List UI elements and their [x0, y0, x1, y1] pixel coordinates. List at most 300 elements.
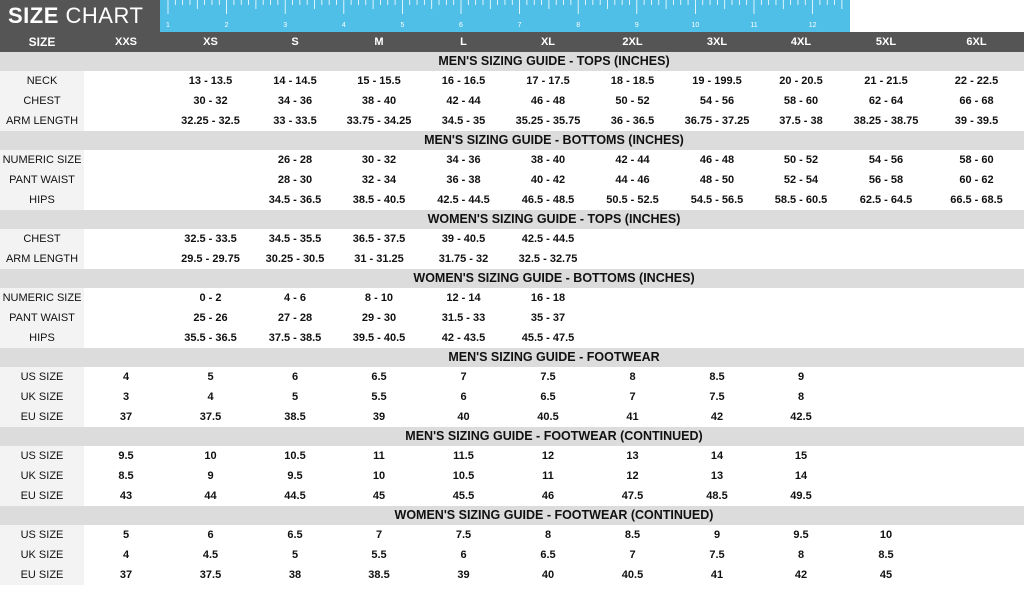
- table-cell: 10.5: [284, 450, 306, 462]
- table-cell: 8: [797, 549, 805, 561]
- table-cell: 52 - 54: [783, 174, 819, 186]
- table-cell: 35.5 - 36.5: [184, 332, 237, 344]
- table-row: [0, 565, 1024, 585]
- table-row: [0, 111, 1024, 131]
- table-cell: 6: [460, 391, 467, 403]
- table-cell: 28 - 30: [277, 174, 313, 186]
- table-cell: 32.5 - 33.5: [184, 233, 237, 245]
- table-cell: [84, 308, 168, 328]
- table-cell: 6: [207, 529, 214, 541]
- table-cell: [84, 190, 168, 210]
- size-header-row: [0, 32, 1024, 52]
- ruler-svg: [160, 0, 850, 32]
- table-cell: 58 - 60: [783, 95, 819, 107]
- table-cell: [929, 525, 1024, 545]
- table-cell: 27 - 28: [277, 312, 313, 324]
- row-label: EU SIZE: [20, 411, 64, 423]
- table-cell: [84, 111, 168, 131]
- table-cell: 44: [204, 490, 217, 502]
- table-cell: 32 - 34: [361, 174, 397, 186]
- row-label: PANT WAIST: [9, 174, 75, 186]
- row-label: US SIZE: [20, 371, 64, 383]
- table-cell: 32.5 - 32.75: [518, 253, 578, 265]
- ruler-mark-label: 3: [283, 22, 288, 29]
- table-cell: 11: [373, 450, 385, 462]
- table-cell: 14: [710, 450, 724, 462]
- table-cell: [929, 486, 1024, 506]
- table-cell: 44 - 46: [615, 174, 650, 186]
- size-table: [0, 52, 1024, 585]
- table-cell: 40.5: [537, 411, 559, 423]
- table-cell: [843, 229, 929, 249]
- table-cell: 40.5: [621, 569, 644, 581]
- ruler-mark-label: 2: [224, 22, 229, 29]
- section-title: WOMEN'S SIZING GUIDE - FOOTWEAR (CONTINUED): [394, 508, 714, 522]
- table-cell: [84, 249, 168, 269]
- table-cell: 42: [794, 569, 808, 581]
- table-row: [0, 71, 1024, 91]
- table-cell: 6.5: [371, 371, 387, 383]
- table-cell: [929, 565, 1024, 585]
- table-cell: 8.5: [878, 549, 894, 561]
- table-cell: 8: [629, 371, 636, 383]
- table-cell: 36 - 38: [446, 174, 481, 186]
- table-cell: 34.5 - 35: [441, 115, 486, 127]
- table-cell: [843, 446, 929, 466]
- table-cell: 46: [541, 490, 555, 502]
- table-cell: 22 - 22.5: [954, 75, 999, 87]
- table-cell: 14 - 14.5: [273, 75, 317, 87]
- ruler-mark-label: 1: [166, 22, 170, 29]
- table-cell: 33.75 - 34.25: [346, 115, 412, 127]
- table-cell: 42.5 - 44.5: [521, 233, 575, 245]
- row-label: HIPS: [29, 332, 55, 344]
- table-cell: 10: [372, 470, 386, 482]
- table-cell: 62.5 - 64.5: [859, 194, 913, 206]
- page-title-light: CHART: [65, 3, 144, 28]
- table-cell: 31 - 31.25: [354, 253, 404, 265]
- table-cell: 41: [710, 569, 724, 581]
- table-cell: [843, 367, 929, 387]
- table-cell: 8 - 10: [364, 292, 394, 304]
- ruler-mark-label: 7: [517, 22, 522, 29]
- table-cell: 4 - 6: [283, 292, 306, 304]
- table-cell: 7: [629, 391, 636, 403]
- table-cell: [590, 328, 675, 348]
- table-cell: 47.5: [621, 490, 644, 502]
- table-cell: [675, 229, 759, 249]
- table-cell: 5.5: [371, 391, 387, 403]
- table-cell: 21 - 21.5: [864, 75, 908, 87]
- table-cell: 60 - 62: [959, 174, 994, 186]
- page-title-bold: SIZE: [8, 3, 59, 28]
- table-cell: 13 - 13.5: [188, 75, 233, 87]
- table-cell: 3: [122, 391, 130, 403]
- table-cell: 40 - 42: [530, 174, 566, 186]
- table-cell: 12: [626, 470, 639, 482]
- table-cell: 9.5: [118, 450, 134, 462]
- table-cell: 42 - 44: [446, 95, 481, 107]
- table-cell: 38.25 - 38.75: [853, 115, 919, 127]
- table-cell: 9: [207, 470, 214, 482]
- table-cell: 8.5: [709, 371, 725, 383]
- table-cell: [929, 446, 1024, 466]
- ruler-mark-label: 5: [400, 22, 405, 29]
- table-row: [0, 387, 1024, 407]
- table-cell: 7.5: [709, 549, 725, 561]
- table-cell: [590, 229, 675, 249]
- table-cell: [675, 328, 759, 348]
- table-cell: 26 - 28: [277, 154, 313, 166]
- row-label: UK SIZE: [20, 470, 64, 482]
- table-cell: 66 - 68: [959, 95, 994, 107]
- table-cell: 15: [794, 450, 808, 462]
- table-cell: [929, 545, 1024, 565]
- banner: [0, 0, 1024, 32]
- table-cell: [84, 288, 168, 308]
- table-row: [0, 190, 1024, 210]
- table-cell: 4: [122, 549, 130, 561]
- table-cell: 31.75 - 32: [438, 253, 489, 265]
- table-cell: [843, 249, 929, 269]
- table-row: [0, 170, 1024, 190]
- table-cell: 34 - 36: [277, 95, 313, 107]
- section-title: MEN'S SIZING GUIDE - FOOTWEAR (CONTINUED): [405, 429, 703, 443]
- table-cell: [843, 387, 929, 407]
- section-header: [0, 52, 1024, 71]
- section-header: [0, 269, 1024, 288]
- section-header: [0, 210, 1024, 229]
- row-label: HIPS: [29, 194, 55, 206]
- table-cell: 29 - 30: [361, 312, 397, 324]
- table-cell: [843, 407, 929, 427]
- table-cell: 0 - 2: [199, 292, 222, 304]
- table-cell: 38.5: [368, 569, 390, 581]
- section-title: WOMEN'S SIZING GUIDE - TOPS (INCHES): [427, 212, 681, 226]
- table-cell: 10: [879, 529, 893, 541]
- table-row: [0, 545, 1024, 565]
- table-cell: 7: [629, 549, 636, 561]
- row-label: PANT WAIST: [9, 312, 75, 324]
- table-cell: 30.25 - 30.5: [265, 253, 325, 265]
- table-cell: 39 - 40.5: [441, 233, 486, 245]
- table-cell: [759, 249, 843, 269]
- table-cell: 8: [544, 529, 552, 541]
- table-cell: 37: [119, 569, 133, 581]
- table-cell: 46 - 48: [699, 154, 735, 166]
- table-cell: 20 - 20.5: [779, 75, 823, 87]
- table-cell: 42.5: [790, 411, 812, 423]
- table-cell: 39.5 - 40.5: [352, 332, 406, 344]
- row-label: EU SIZE: [20, 490, 64, 502]
- table-cell: 18 - 18.5: [610, 75, 655, 87]
- table-cell: [84, 229, 168, 249]
- table-cell: 38.5: [284, 411, 306, 423]
- row-label: UK SIZE: [20, 391, 64, 403]
- table-cell: 8.5: [118, 470, 134, 482]
- table-cell: 8: [797, 391, 805, 403]
- table-cell: 38 - 40: [530, 154, 566, 166]
- table-cell: 37: [119, 411, 133, 423]
- table-cell: [759, 288, 843, 308]
- table-cell: [168, 190, 253, 210]
- table-cell: 44.5: [284, 490, 306, 502]
- table-cell: 36.5 - 37.5: [352, 233, 406, 245]
- table-cell: [929, 387, 1024, 407]
- table-cell: 4: [122, 371, 130, 383]
- table-cell: 13: [710, 470, 724, 482]
- table-cell: 45.5 - 47.5: [521, 332, 575, 344]
- table-cell: 62 - 64: [868, 95, 904, 107]
- table-cell: 7: [460, 371, 467, 383]
- table-cell: 49.5: [790, 490, 812, 502]
- table-cell: 31.5 - 33: [441, 312, 486, 324]
- ruler-mark-label: 12: [808, 22, 817, 29]
- table-cell: 15 - 15.5: [357, 75, 401, 87]
- table-cell: 14: [794, 470, 808, 482]
- table-row: [0, 308, 1024, 328]
- table-cell: 38.5 - 40.5: [352, 194, 406, 206]
- table-cell: 48 - 50: [699, 174, 735, 186]
- table-cell: 35 - 37: [530, 312, 566, 324]
- row-label: ARM LENGTH: [5, 115, 79, 127]
- table-cell: 6: [460, 549, 467, 561]
- table-cell: 9: [713, 529, 721, 541]
- table-cell: 37.5 - 38.5: [268, 332, 322, 344]
- table-cell: 7.5: [455, 529, 472, 541]
- table-cell: 38: [288, 569, 302, 581]
- table-cell: 9: [797, 371, 805, 383]
- table-cell: 39: [457, 569, 470, 581]
- section-title: WOMEN'S SIZING GUIDE - BOTTOMS (INCHES): [413, 271, 695, 285]
- table-cell: [843, 308, 929, 328]
- table-cell: 8.5: [624, 529, 641, 541]
- table-cell: 29.5 - 29.75: [181, 253, 240, 265]
- header-size-m: M: [374, 36, 384, 48]
- table-row: [0, 367, 1024, 387]
- table-cell: 54.5 - 56.5: [690, 194, 744, 206]
- table-cell: [84, 150, 168, 170]
- table-cell: 38 - 40: [361, 95, 397, 107]
- table-cell: [84, 328, 168, 348]
- section-title: MEN'S SIZING GUIDE - FOOTWEAR: [448, 350, 660, 364]
- row-label: CHEST: [23, 233, 61, 245]
- table-cell: 34 - 36: [446, 154, 481, 166]
- table-cell: [843, 288, 929, 308]
- table-cell: 36.75 - 37.25: [684, 115, 750, 127]
- table-row: [0, 288, 1024, 308]
- table-cell: 58.5 - 60.5: [774, 194, 828, 206]
- row-label: UK SIZE: [20, 549, 64, 561]
- row-label: NUMERIC SIZE: [2, 154, 82, 166]
- table-cell: 40: [541, 569, 555, 581]
- table-cell: [929, 367, 1024, 387]
- table-row: [0, 466, 1024, 486]
- header-size: SIZE: [28, 35, 56, 49]
- table-cell: 66.5 - 68.5: [950, 194, 1003, 206]
- table-cell: 10: [204, 450, 217, 462]
- table-cell: 34.5 - 35.5: [268, 233, 322, 245]
- table-cell: [929, 466, 1024, 486]
- header-size-3xl: 3XL: [706, 36, 728, 48]
- table-cell: [84, 91, 168, 111]
- ruler-mark-label: 10: [691, 22, 700, 29]
- table-row: [0, 525, 1024, 545]
- ruler-mark-label: 8: [576, 22, 581, 29]
- table-cell: 5: [291, 391, 299, 403]
- header-size-l: L: [460, 36, 467, 48]
- table-cell: [929, 328, 1024, 348]
- row-label: NUMERIC SIZE: [2, 292, 82, 304]
- table-cell: 45.5: [452, 490, 475, 502]
- header-size-xxs: XXS: [114, 36, 137, 48]
- table-cell: 54 - 56: [868, 154, 904, 166]
- table-cell: 45: [879, 569, 893, 581]
- table-cell: 7: [375, 529, 383, 541]
- table-cell: [929, 249, 1024, 269]
- table-cell: 6: [291, 371, 299, 383]
- section-title: MEN'S SIZING GUIDE - TOPS (INCHES): [438, 54, 670, 68]
- row-label: NECK: [26, 75, 58, 87]
- table-cell: [929, 407, 1024, 427]
- table-cell: 16 - 16.5: [441, 75, 486, 87]
- table-cell: 42.5 - 44.5: [437, 194, 490, 206]
- table-cell: 4: [207, 391, 214, 403]
- table-cell: 35.25 - 35.75: [515, 115, 581, 127]
- table-cell: 13: [626, 450, 639, 462]
- table-cell: 42 - 44: [615, 154, 650, 166]
- header-size-xl: XL: [540, 36, 556, 48]
- section-title: MEN'S SIZING GUIDE - BOTTOMS (INCHES): [424, 133, 684, 147]
- table-cell: 5.5: [371, 549, 387, 561]
- table-cell: [929, 288, 1024, 308]
- table-row: [0, 150, 1024, 170]
- table-cell: [84, 170, 168, 190]
- table-row: [0, 249, 1024, 269]
- table-row: [0, 446, 1024, 466]
- table-cell: 6.5: [287, 529, 303, 541]
- table-cell: 5: [207, 371, 214, 383]
- table-cell: 16 - 18: [530, 292, 566, 304]
- section-header: [0, 506, 1024, 525]
- table-row: [0, 91, 1024, 111]
- table-cell: 42 - 43.5: [441, 332, 486, 344]
- table-cell: 46.5 - 48.5: [521, 194, 575, 206]
- table-cell: [168, 150, 253, 170]
- ruler-mark-label: 4: [341, 22, 346, 29]
- table-cell: 34.5 - 36.5: [268, 194, 322, 206]
- table-row: [0, 328, 1024, 348]
- table-cell: 54 - 56: [699, 95, 735, 107]
- row-label: US SIZE: [20, 450, 64, 462]
- table-cell: 50 - 52: [615, 95, 650, 107]
- table-cell: 46 - 48: [530, 95, 566, 107]
- table-cell: 39: [372, 411, 386, 423]
- table-cell: 12: [541, 450, 555, 462]
- row-label: CHEST: [23, 95, 61, 107]
- ruler-mark-label: 6: [459, 22, 463, 29]
- table-cell: [168, 170, 253, 190]
- table-cell: 32.25 - 32.5: [181, 115, 240, 127]
- table-cell: 50 - 52: [783, 154, 819, 166]
- header-size-s: S: [291, 36, 299, 48]
- page-title: [8, 3, 143, 29]
- table-cell: 40: [457, 411, 470, 423]
- table-cell: 33 - 33.5: [273, 115, 317, 127]
- table-cell: [759, 308, 843, 328]
- table-cell: [843, 486, 929, 506]
- table-cell: [84, 71, 168, 91]
- table-cell: [843, 466, 929, 486]
- table-cell: 7.5: [709, 391, 725, 403]
- table-cell: 17 - 17.5: [526, 75, 570, 87]
- table-cell: [929, 229, 1024, 249]
- header-size-6xl: 6XL: [966, 36, 987, 48]
- header-size-xs: XS: [203, 36, 218, 48]
- table-cell: 48.5: [706, 490, 728, 502]
- row-label: EU SIZE: [20, 569, 64, 581]
- table-cell: [759, 328, 843, 348]
- table-cell: [675, 288, 759, 308]
- table-cell: 36 - 36.5: [610, 115, 655, 127]
- header-size-5xl: 5XL: [875, 36, 897, 48]
- table-cell: 37.5 - 38: [779, 115, 823, 127]
- table-cell: [759, 229, 843, 249]
- table-cell: 43: [119, 490, 133, 502]
- table-row: [0, 229, 1024, 249]
- table-cell: 10.5: [452, 470, 475, 482]
- table-cell: 7.5: [540, 371, 556, 383]
- table-cell: 5: [291, 549, 299, 561]
- table-cell: [590, 288, 675, 308]
- table-row: [0, 407, 1024, 427]
- table-cell: [590, 308, 675, 328]
- row-label: ARM LENGTH: [5, 253, 79, 265]
- table-cell: 30 - 32: [361, 154, 397, 166]
- table-row: [0, 486, 1024, 506]
- section-header: [0, 348, 1024, 367]
- table-cell: [675, 308, 759, 328]
- table-cell: 45: [372, 490, 386, 502]
- table-cell: 12 - 14: [446, 292, 481, 304]
- table-cell: 42: [710, 411, 724, 423]
- table-cell: 39 - 39.5: [954, 115, 999, 127]
- table-cell: 11.5: [453, 450, 474, 462]
- table-cell: 9.5: [793, 529, 809, 541]
- table-cell: [843, 328, 929, 348]
- table-cell: 6.5: [540, 391, 556, 403]
- table-cell: 41: [626, 411, 639, 423]
- table-cell: 50.5 - 52.5: [606, 194, 659, 206]
- table-cell: 6.5: [540, 549, 556, 561]
- table-cell: 58 - 60: [959, 154, 994, 166]
- table-cell: 4.5: [202, 549, 219, 561]
- section-header: [0, 131, 1024, 150]
- table-cell: 56 - 58: [868, 174, 904, 186]
- table-cell: 5: [122, 529, 130, 541]
- table-cell: [929, 308, 1024, 328]
- table-cell: 37.5: [199, 569, 222, 581]
- ruler-mark-label: 9: [634, 22, 639, 29]
- table-cell: 9.5: [287, 470, 303, 482]
- table-cell: [675, 249, 759, 269]
- section-header: [0, 427, 1024, 446]
- row-label: US SIZE: [20, 529, 64, 541]
- ruler-graphic: [160, 0, 850, 32]
- table-cell: 37.5: [199, 411, 222, 423]
- table-cell: 19 - 199.5: [692, 75, 742, 87]
- table-cell: 11: [542, 470, 554, 482]
